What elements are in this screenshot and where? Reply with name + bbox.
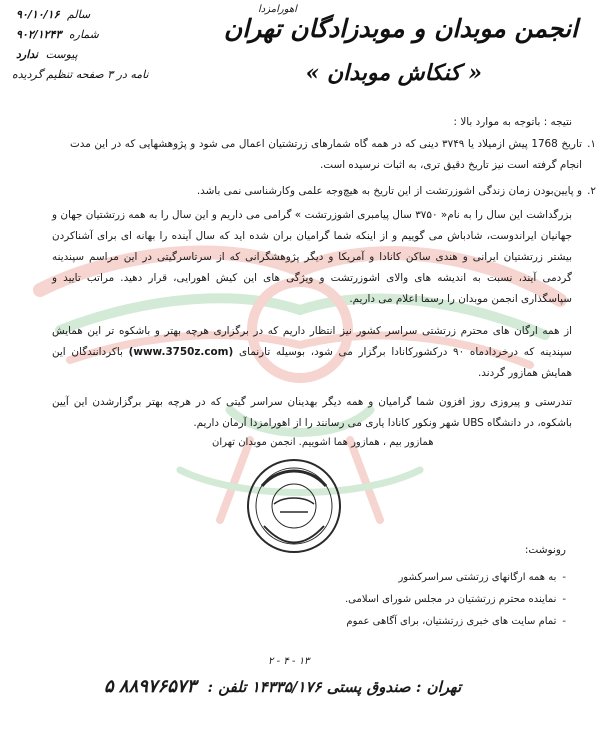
cc-item-text: تمام سایت های خبری زرتشتیان، برای آگاهی عموم <box>346 616 557 627</box>
conclusion-item <box>70 181 596 202</box>
attachment-field <box>12 48 78 61</box>
cc-item: -به همه ارگانهای زرتشتی سراسرکشور <box>398 572 566 583</box>
date-value: ۹۰/۱۰/۱۶ <box>16 8 60 21</box>
number-value: ۹۰۲/۱۲۴۳ <box>16 28 62 41</box>
cc-item: -نماینده محترم زرتشتیان در مجلس شورای اسلامی. <box>344 594 566 605</box>
conclusion-intro: نتیجه : باتوجه به موارد بالا : <box>453 116 572 128</box>
organizations-text-end: باکردانندگان این همایش همازور گردند. <box>52 346 572 379</box>
sign-off: همازور بیم ، همازور هما اشوییم. انجمن موبدان تهران <box>212 437 434 448</box>
number-field <box>12 28 99 41</box>
org-name: انجمن موبدان و موبدزادگان تهران <box>223 14 578 43</box>
item-number: ۲. <box>587 185 596 197</box>
cc-item-text: به همه ارگانهای زرتشتی سراسرکشور <box>398 572 557 583</box>
organizations-paragraph <box>52 321 572 384</box>
celebration-paragraph: بزرگداشت این سال را به نام« ۳۷۵۰ سال پیامبری اشوزرتشت » گرامی می داریم و این سال را به همه زرتشتیان جهان و جهانیان ایراندوست، شادباش می گوییم و از اینکه شما گرامیان بران شده اید که سال آینده را بهانه ای برای آشناکردن بیشتر زرتشتیان ایرانی و هندی ساکن کانادا و آمریکا و دیگر پژوهشگرانی که از سرتاسرگیتی در این مراسم سپندینه گردمی آیند، نسبت به اندیشه های والای اشوزرتشت و ویژگی های این کیش اهورایی، قرار دهید. مراتب تایید و سپاسگذاری انجمن موبدان را رسما اعلام می داریم. <box>52 209 573 305</box>
item-text: تاریخ 1768 پیش ازمیلاد یا ۳۷۴۹ دینی که در همه گاه شمارهای زرتشتیان اعمال می شود و پژوهشهایی که در این مدت انجام گرفته است نیز تاریخ دقیق تری، به اثبات نرسیده است. <box>70 138 582 171</box>
attachment-label: پیوست <box>45 48 78 61</box>
cc-heading: رونوشت: <box>524 544 566 556</box>
date-field <box>12 8 90 21</box>
signature-number: ۱۳ - ۴ - ۲ <box>268 656 310 667</box>
wishes-paragraph: تندرستی و پیروزی روز افزون شما گرامیان و همه دیگر بهدینان سراسر گیتی که در هرچه بهتر برگزارشدن این آیین باشکوه، در دانشگاه UBS شهر ونکور کانادا یاری می رسانند را از اهورامزدا آرمان داریم. <box>52 396 572 429</box>
org-subtitle: « کنکاش موبدان » <box>305 60 482 86</box>
item-text: و پایین‌بودن زمان زندگی اشوزرتشت از این تاریخ به هیچ‌وجه علمی وکارشناسی نمی باشد. <box>196 185 582 197</box>
official-seal <box>244 456 344 556</box>
footer-address: تهران : صندوق پستی ۱۴۳۳۵/۱۷۶ تلفن : <box>207 678 462 696</box>
footer-phone: ۸۸۹۷۶۵۷۳ <box>118 676 197 697</box>
conclusion-item <box>70 134 596 176</box>
cc-item-text: نماینده محترم زرتشتیان در مجلس شورای اسلامی. <box>344 594 557 605</box>
organizations-text: از همه ارگان های محترم زرتشتی سراسر کشور نیز انتظار داریم که در برگزاری هرچه بهتر و باشکوه تر این همایش سپندینه که درخردادماه ۹۰ درکشورکانادا برگزار می شود، بوسیله تارنمای <box>52 325 573 358</box>
number-label: شماره <box>68 28 99 41</box>
footer-fax-mark: ۵ <box>104 676 114 697</box>
website-link[interactable]: (www.3750z.com) <box>128 346 234 358</box>
cc-item: -تمام سایت های خبری زرتشتیان، برای آگاهی عموم <box>346 616 566 627</box>
letter-motto: اهورامزدا <box>258 4 297 15</box>
date-label: سالم <box>66 8 91 21</box>
footer-contact <box>98 676 461 697</box>
attachment-value: ندارد <box>16 48 39 61</box>
page-count-note: نامه در ۳ صفحه تنظیم گردیده <box>12 68 149 81</box>
item-number: ۱. <box>587 138 596 150</box>
